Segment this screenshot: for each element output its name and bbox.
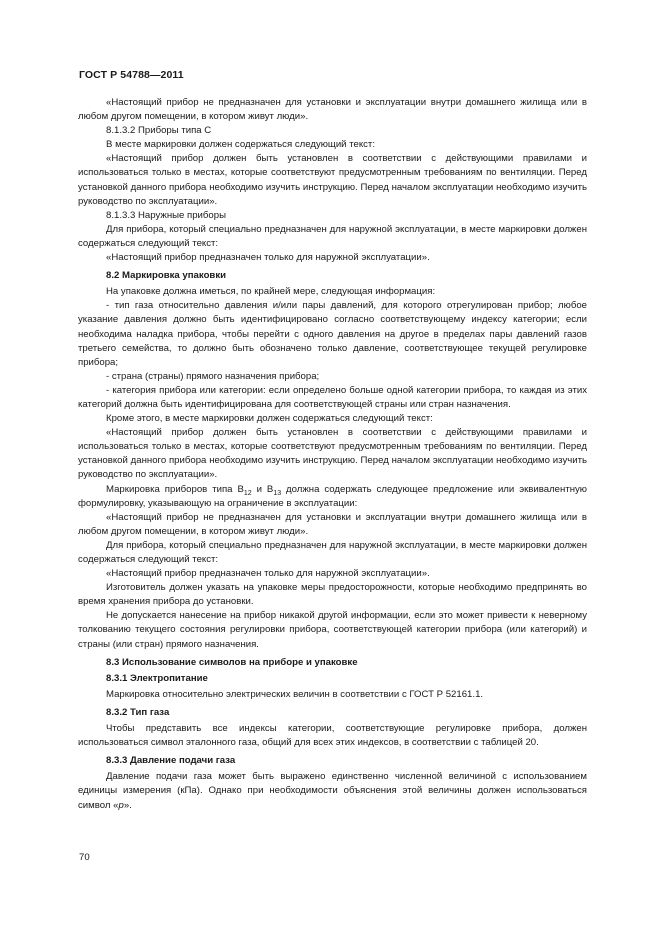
paragraph: «Настоящий прибор должен быть установлен в соответствии с действующими правилами и использоваться только в местах, которые соответствуют предусмотренным требованиям по вентиляции. Перед установкой данного прибора необходимо изучить инструкцию. Перед началом эксплуатации необходимо изучить руководство по эксплуатации».	[78, 427, 587, 481]
list-item: - категория прибора или категории: если определено больше одной категории прибора, то каждая из этих категорий должна быть идентифицирована для соответствующей страны или стран назначения.	[78, 384, 587, 410]
text-run: должна содержать следующее предложение или эквивалентную формулировку, указывающую на ограничение в эксплуатации:	[78, 483, 587, 509]
list-item: - страна (страны) прямого назначения прибора;	[106, 370, 320, 382]
section-heading: 8.2 Маркировка упаковки	[106, 270, 227, 282]
subscript: 12	[243, 489, 252, 497]
subsection-heading: 8.3.3 Давление подачи газа	[106, 755, 236, 767]
text-run: ».	[123, 799, 132, 811]
paragraph: «Настоящий прибор не предназначен для установки и эксплуатации внутри домашнего жилища или в любом другом помещении, в котором живут люди».	[78, 97, 587, 123]
paragraph: «Настоящий прибор не предназначен для установки и эксплуатации внутри домашнего жилища или в любом другом помещении, в котором живут люди».	[78, 511, 587, 537]
paragraph: «Настоящий прибор предназначен только для наружной эксплуатации».	[106, 252, 430, 264]
paragraph: «Настоящий прибор предназначен только для наружной эксплуатации».	[106, 568, 430, 580]
list-item: - тип газа относительно давления и/или пары давлений, для которого отрегулирован прибор; любое указание давления должно быть идентифицировано согласно соответствующему индексу категории; если необходима наладка прибора, чтобы перейти с одного давления на другое в пределах пары давлений газов третьего семейства, то должно быть обозначено только давление, соответствующее текущей регулировке прибора;	[78, 300, 587, 368]
paragraph: На упаковке должна иметься, по крайней мере, следующая информация:	[106, 286, 436, 298]
paragraph: «Настоящий прибор должен быть установлен в соответствии с действующими правилами и использоваться только в местах, которые соответствуют предусмотренным требованиям по вентиляции. Перед установкой данного прибора необходимо изучить инструкцию. Перед началом эксплуатации необходимо изучить руководство по эксплуатации».	[78, 153, 587, 207]
text-run: Маркировка приборов типа В	[106, 483, 244, 495]
paragraph: Маркировка относительно электрических величин в соответствии с ГОСТ Р 52161.1.	[106, 688, 484, 700]
paragraph: Изготовитель должен указать на упаковке меры предосторожности, которые необходимо предпринять во время хранения прибора до установки.	[78, 582, 587, 608]
paragraph	[78, 770, 587, 812]
page-number: 70	[79, 852, 90, 863]
subsection-heading: 8.3.1 Электропитание	[106, 672, 208, 684]
text-run: Давление подачи газа может быть выражено единственно численной величиной с использованием единицы измерения (кПа). Однако при необходимости объяснения этой величины должен использоваться символ «	[78, 771, 587, 811]
paragraph: Для прибора, который специально предназначен для наружной эксплуатации, в месте маркировки должен содержаться следующий текст:	[78, 223, 587, 249]
subsection-heading: 8.3.2 Тип газа	[106, 706, 170, 718]
paragraph: В месте маркировки должен содержаться следующий текст:	[106, 139, 375, 151]
subsection-title: 8.1.3.2 Приборы типа С	[106, 125, 212, 137]
paragraph: Не допускается нанесение на прибор никакой другой информации, если это может привести к неверному толкованию текущего состояния регулировки прибора, соответствующей категории прибора (или категорий) и страны (или стран) прямого назначения.	[78, 610, 587, 650]
subsection-title: 8.1.3.3 Наружные приборы	[106, 209, 226, 221]
paragraph	[78, 483, 587, 511]
text-run: и В	[251, 483, 274, 495]
symbol-p: p	[118, 799, 124, 811]
document-body	[78, 96, 587, 813]
section-heading: 8.3 Использование символов на приборе и упаковке	[106, 656, 358, 668]
subscript: 13	[273, 489, 282, 497]
paragraph: Для прибора, который специально предназначен для наружной эксплуатации, в месте маркировки должен содержаться следующий текст:	[78, 539, 587, 565]
paragraph: Кроме этого, в месте маркировки должен содержаться следующий текст:	[106, 413, 433, 425]
paragraph: Чтобы представить все индексы категории, соответствующие регулировке прибора, должен использоваться символ эталонного газа, общий для всех этих индексов, в соответствии с таблицей 20.	[78, 723, 587, 749]
document-header: ГОСТ Р 54788—2011	[79, 69, 184, 81]
